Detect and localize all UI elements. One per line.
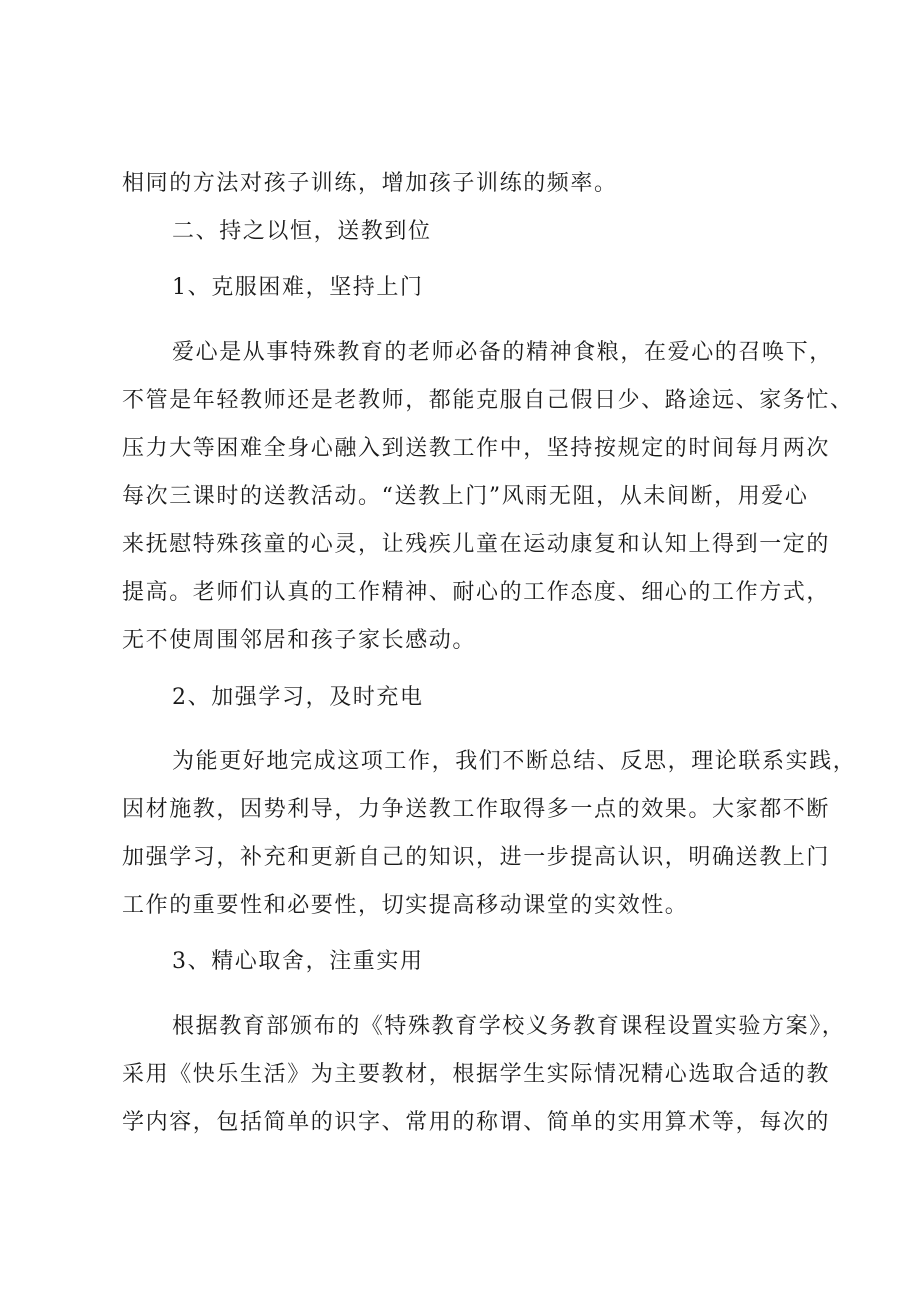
paragraph-line: 爱心是从事特殊教育的老师必备的精神食粮，在爱心的召唤下， bbox=[172, 340, 833, 365]
paragraph-line: 提高。老师们认真的工作精神、耐心的工作态度、细心的工作方式， bbox=[122, 580, 831, 605]
paragraph-line: 学内容，包括简单的识字、常用的称谓、简单的实用算术等，每次的 bbox=[122, 1110, 831, 1135]
paragraph-line: 压力大等困难全身心融入到送教工作中，坚持按规定的时间每月两次 bbox=[122, 436, 831, 461]
section-heading: 二、持之以恒，送教到位 bbox=[172, 219, 432, 244]
subsection-heading: 1、克服困难，坚持上门 bbox=[172, 275, 424, 300]
paragraph-line: 每次三课时的送教活动。“送教上门”风雨无阻，从未间断，用爱心 bbox=[122, 484, 809, 509]
paragraph-line: 因材施教，因势利导，力争送教工作取得多一点的效果。大家都不断 bbox=[122, 797, 831, 822]
paragraph-line: 不管是年轻教师还是老教师，都能克服自己假日少、路途远、家务忙、 bbox=[122, 388, 854, 413]
paragraph-line: 根据教育部颁布的《特殊教育学校义务教育课程设置实验方案》， bbox=[172, 1014, 846, 1039]
paragraph-line: 来抚慰特殊孩童的心灵，让残疾儿童在运动康复和认知上得到一定的 bbox=[122, 532, 831, 557]
paragraph-line: 相同的方法对孩子训练，增加孩子训练的频率。 bbox=[122, 171, 618, 196]
paragraph-line: 采用《快乐生活》为主要教材，根据学生实际情况精心选取合适的教 bbox=[122, 1062, 831, 1087]
paragraph-line: 加强学习，补充和更新自己的知识，进一步提高认识，明确送教上门 bbox=[122, 845, 831, 870]
paragraph-line: 无不使周围邻居和孩子家长感动。 bbox=[122, 628, 477, 653]
subsection-heading: 3、精心取舍，注重实用 bbox=[172, 949, 424, 974]
paragraph-line: 工作的重要性和必要性，切实提高移动课堂的实效性。 bbox=[122, 893, 689, 918]
paragraph-line: 为能更好地完成这项工作，我们不断总结、反思，理论联系实践， bbox=[172, 749, 857, 774]
subsection-heading: 2、加强学习，及时充电 bbox=[172, 685, 424, 710]
